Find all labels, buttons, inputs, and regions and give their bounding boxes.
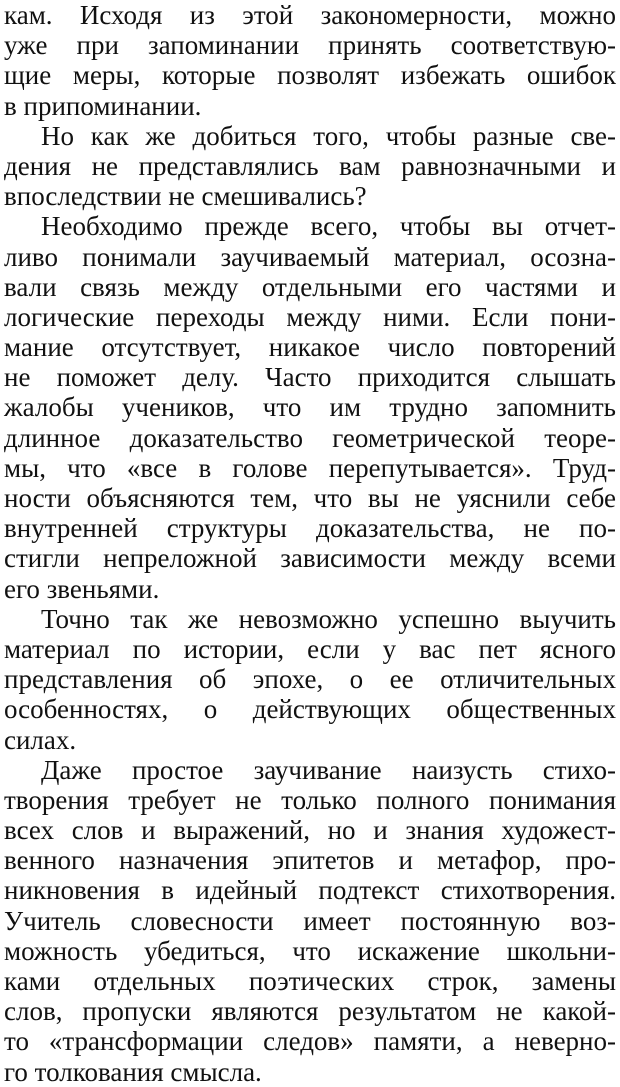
text-line: всех слов и выражений, но и знания художест- xyxy=(4,815,616,846)
text-line: внутренней структуры доказательства, не по- xyxy=(4,513,616,544)
text-line: не поможет делу. Часто приходится слышать xyxy=(4,362,616,393)
text-line: логические переходы между ними. Если пони- xyxy=(4,301,616,332)
paragraph xyxy=(4,604,616,755)
text-line: творения требует не только полного понимания xyxy=(4,784,616,815)
text-line: Но как же добиться того, чтобы разные све- xyxy=(41,120,616,151)
text-line: ками отдельных поэтических строк, замены xyxy=(4,966,616,996)
text-line: впоследствии не смешивались? xyxy=(4,181,367,212)
text-line: никновения в идейный подтекст стихотворения. xyxy=(4,875,616,906)
text-line: венного назначения эпитетов и метафор, про- xyxy=(4,845,616,876)
text-line: Точно так же невозможно успешно выучить xyxy=(41,603,616,634)
text-line: Учитель словесности имеет постоянную воз- xyxy=(4,905,616,936)
text-line: можность убедиться, что искажение школьни- xyxy=(4,935,616,966)
text-line: Даже простое заучивание наизусть стихо- xyxy=(41,754,616,785)
text-line: в припоминании. xyxy=(4,90,202,121)
text-line: Необходимо прежде всего, чтобы вы отчет- xyxy=(41,211,616,242)
text-line: представления об эпохе, о ее отличительных xyxy=(4,664,616,695)
text-line: стигли непреложной зависимости между всеми xyxy=(4,543,616,574)
text-line: особенностях, о действующих общественных xyxy=(4,694,616,725)
text-line: его звеньями. xyxy=(4,573,160,604)
text-line: ливо понимали заучиваемый материал, осозна- xyxy=(4,241,616,272)
book-page xyxy=(4,0,616,1087)
text-line: слов, пропуски являются результатом не какой- xyxy=(4,996,616,1027)
text-line: вали связь между отдельными его частями и xyxy=(4,271,616,302)
paragraph xyxy=(4,121,616,212)
text-line: мы, что «все в голове перепутывается». Труд- xyxy=(4,452,616,483)
text-line: ности объясняются тем, что вы не уяснили себе xyxy=(4,483,616,513)
text-line: то «трансформации следов» памяти, а неверно- xyxy=(4,1026,616,1057)
text-line: материал по истории, если у вас пет ясного xyxy=(4,633,616,664)
text-line: уже при запоминании принять соответствую- xyxy=(4,30,616,61)
text-line: щие меры, которые позволят избежать ошибок xyxy=(4,60,616,91)
text-line: го толкования смысла. xyxy=(4,1056,262,1087)
text-line: силах. xyxy=(4,724,77,755)
paragraph xyxy=(4,0,616,121)
text-line: длинное доказательство геометрической теоре- xyxy=(4,422,616,453)
text-line: кам. Исходя из этой закономерности, можно xyxy=(4,0,616,30)
text-line: мание отсутствует, никакое число повторений xyxy=(4,332,616,363)
paragraph xyxy=(4,211,616,603)
text-line: дения не представлялись вам равнозначными и xyxy=(4,150,616,181)
text-line: жалобы учеников, что им трудно запомнить xyxy=(4,392,616,423)
paragraph xyxy=(4,755,616,1087)
